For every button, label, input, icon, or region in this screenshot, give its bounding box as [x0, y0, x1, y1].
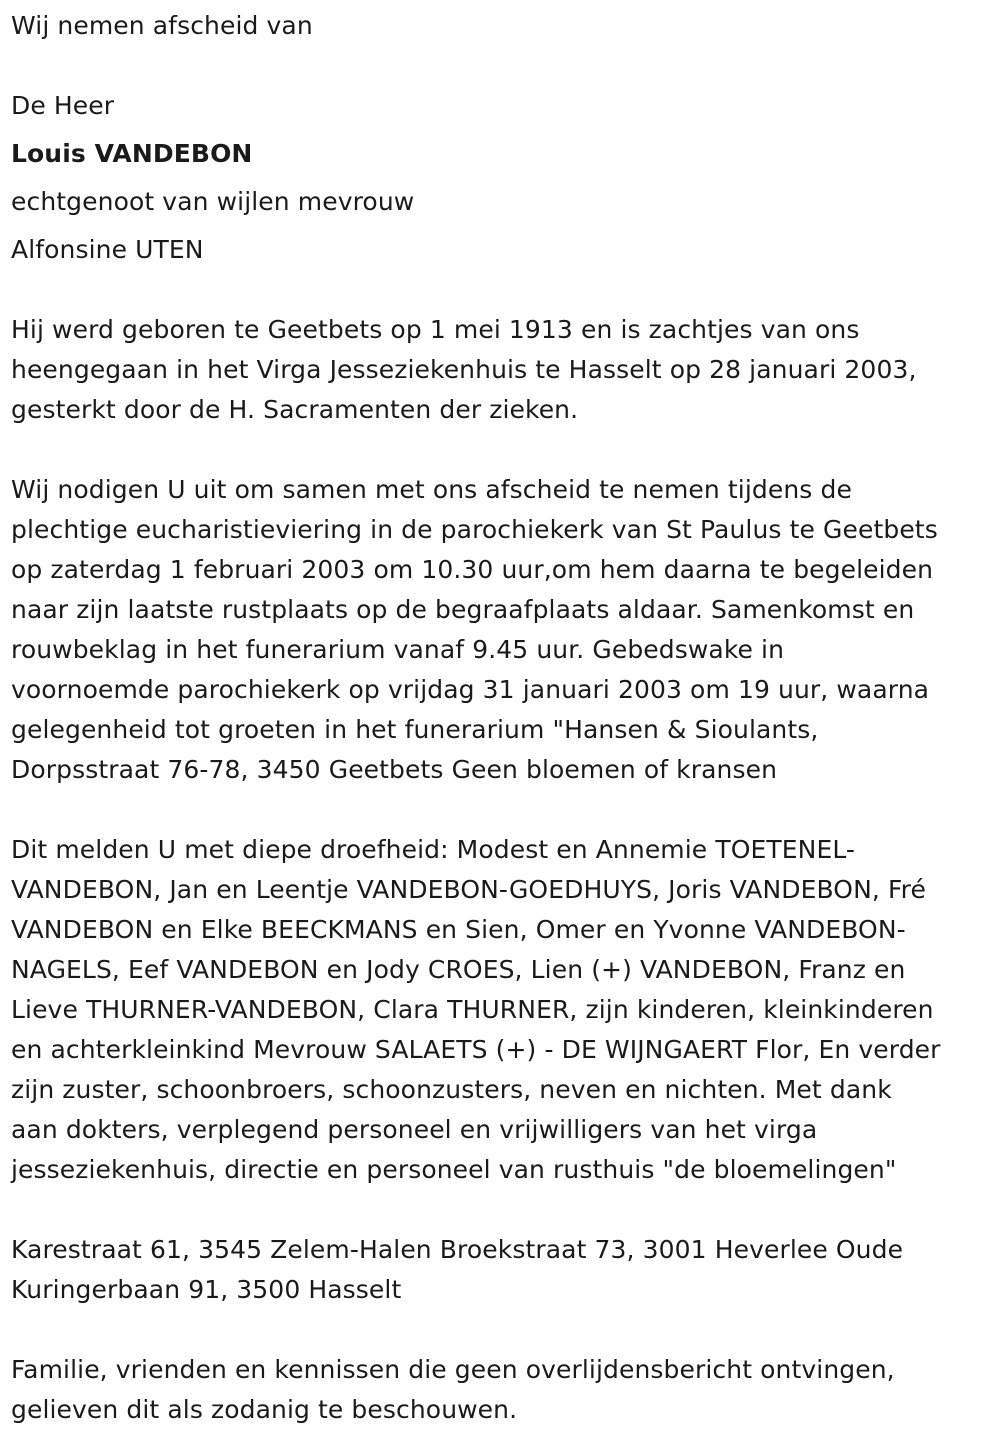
paragraph-line: VANDEBON, Jan en Leentje VANDEBON-GOEDHUYS, Joris VANDEBON, Fré	[11, 875, 926, 904]
paragraph-line: en achterkleinkind Mevrouw SALAETS (+) - DE WIJNGAERT Flor, En verder	[11, 1035, 941, 1064]
paragraph-line: Karestraat 61, 3545 Zelem-Halen Broekstraat 73, 3001 Heverlee Oude	[11, 1235, 904, 1264]
paragraph-line: jesseziekenhuis, directie en personeel van rusthuis "de bloemelingen"	[11, 1155, 897, 1184]
intro-line: Wij nemen afscheid van	[11, 11, 313, 40]
paragraph-line: NAGELS, Eef VANDEBON en Jody CROES, Lien (+) VANDEBON, Franz en	[11, 955, 906, 984]
paragraph-line: zijn zuster, schoonbroers, schoonzusters, neven en nichten. Met dank	[11, 1075, 892, 1104]
spouse-relation: echtgenoot van wijlen mevrouw	[11, 187, 415, 216]
spouse-name: Alfonsine UTEN	[11, 235, 204, 264]
paragraph-line: gesterkt door de H. Sacramenten der zieken.	[11, 395, 579, 424]
paragraph-line: naar zijn laatste rustplaats op de begraafplaats aldaar. Samenkomst en	[11, 595, 915, 624]
paragraph-line: Hij werd geboren te Geetbets op 1 mei 1913 en is zachtjes van ons	[11, 315, 860, 344]
paragraph-line: VANDEBON en Elke BEECKMANS en Sien, Omer en Yvonne VANDEBON-	[11, 915, 906, 944]
paragraph-line: voornoemde parochiekerk op vrijdag 31 januari 2003 om 19 uur, waarna	[11, 675, 930, 704]
paragraph-line: Kuringerbaan 91, 3500 Hasselt	[11, 1275, 402, 1304]
paragraph-line: Familie, vrienden en kennissen die geen overlijdensbericht ontvingen,	[11, 1355, 895, 1384]
paragraph-line: heengegaan in het Virga Jesseziekenhuis te Hasselt op 28 januari 2003,	[11, 355, 917, 384]
honorific: De Heer	[11, 91, 115, 120]
paragraph-line: Lieve THURNER-VANDEBON, Clara THURNER, zijn kinderen, kleinkinderen	[11, 995, 934, 1024]
deceased-name: Louis VANDEBON	[11, 139, 253, 168]
paragraph-line: Dit melden U met diepe droefheid: Modest en Annemie TOETENEL-	[11, 835, 856, 864]
paragraph-line: aan dokters, verplegend personeel en vrijwilligers van het virga	[11, 1115, 818, 1144]
paragraph-line: Wij nodigen U uit om samen met ons afscheid te nemen tijdens de	[11, 475, 852, 504]
paragraph-line: gelegenheid tot groeten in het funerarium "Hansen & Sioulants,	[11, 715, 819, 744]
paragraph-line: Dorpsstraat 76-78, 3450 Geetbets Geen bloemen of kransen	[11, 755, 778, 784]
paragraph-line: gelieven dit als zodanig te beschouwen.	[11, 1395, 518, 1424]
paragraph-line: op zaterdag 1 februari 2003 om 10.30 uur,om hem daarna te begeleiden	[11, 555, 934, 584]
paragraph-line: rouwbeklag in het funerarium vanaf 9.45 uur. Gebedswake in	[11, 635, 785, 664]
paragraph-line: plechtige eucharistieviering in de parochiekerk van St Paulus te Geetbets	[11, 515, 938, 544]
